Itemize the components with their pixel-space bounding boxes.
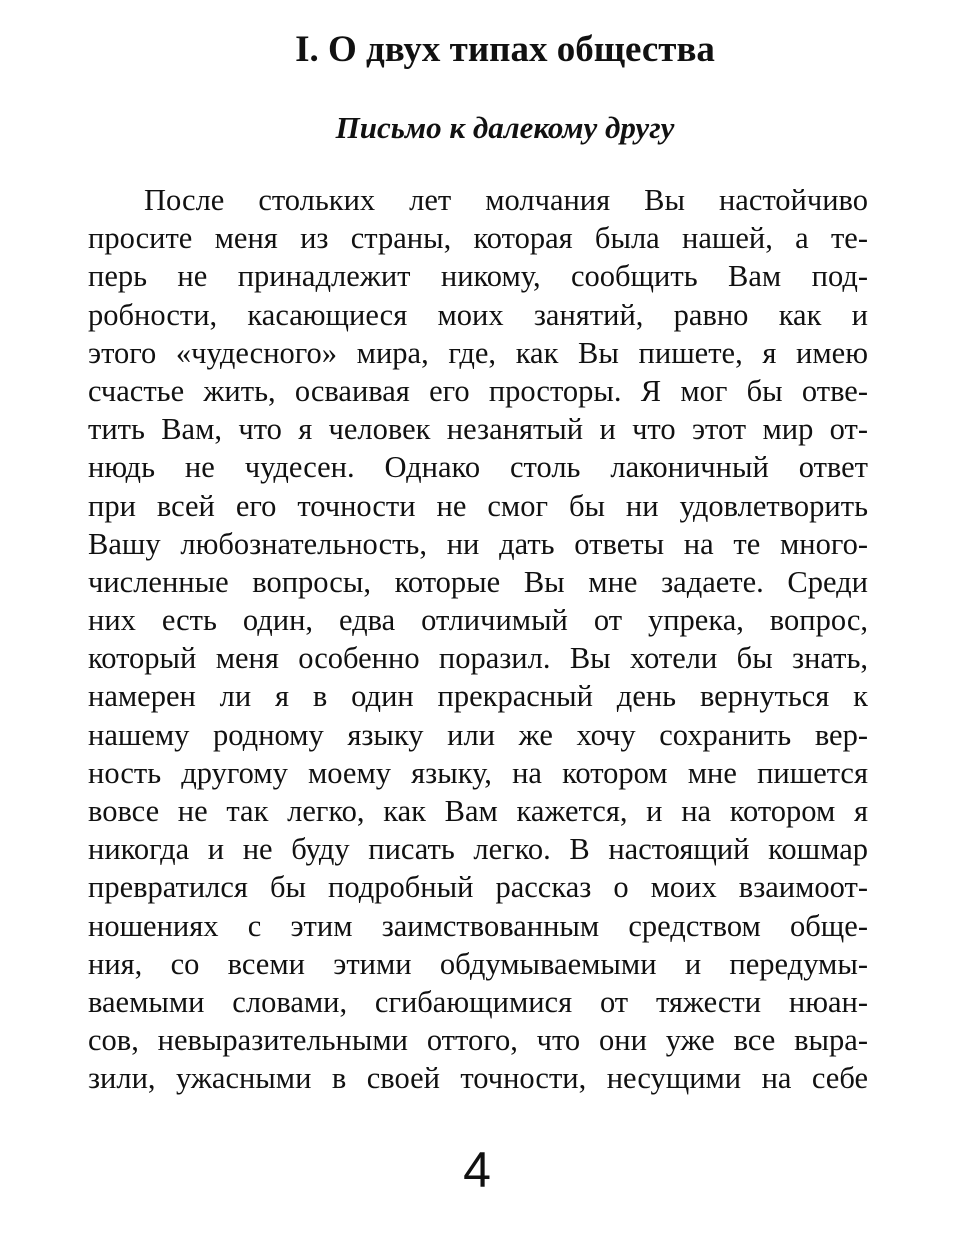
text-line: зили, ужасными в своей точности, несущими на себе — [88, 1061, 868, 1096]
text-line: просите меня из страны, которая была нашей, а те- — [88, 221, 868, 256]
text-line: Вашу любознательность, ни дать ответы на те много- — [88, 526, 868, 561]
text-line: намерен ли я в один прекрасный день вернуться к — [88, 679, 868, 714]
chapter-title: I. О двух типах общества — [295, 29, 715, 70]
text-line: них есть один, едва отличимый от упрека, вопрос, — [88, 603, 868, 638]
text-line: который меня особенно поразил. Вы хотели бы знать, — [88, 641, 868, 676]
text-line: нашему родному языку или же хочу сохранить вер- — [88, 717, 868, 752]
text-line: численные вопросы, которые Вы мне задаете. Среди — [88, 564, 868, 599]
text-line: сов, невыразительными оттого, что они уже все выра- — [88, 1023, 868, 1058]
text-line: счастье жить, осваивая его просторы. Я мог бы отве- — [88, 373, 868, 408]
text-line: превратился бы подробный рассказ о моих взаимоот- — [88, 870, 868, 905]
text-line: тить Вам, что я человек незанятый и что этот мир от- — [88, 412, 868, 447]
text-line: этого «чудесного» мира, где, как Вы пишете, я имею — [88, 335, 868, 370]
text-line: ность другому моему языку, на котором мне пишется — [88, 755, 868, 790]
text-line: робности, касающиеся моих занятий, равно как и — [88, 297, 868, 332]
text-line: После стольких лет молчания Вы настойчиво — [144, 183, 868, 217]
text-line: ния, со всеми этими обдумываемыми и передумы- — [88, 946, 868, 981]
page-number: 4 — [463, 1142, 491, 1198]
text-line: перь не принадлежит никому, сообщить Вам под- — [88, 259, 868, 294]
text-line: при всей его точности не смог бы ни удовлетворить — [88, 488, 868, 523]
body-text — [88, 181, 868, 1098]
text-line: вовсе не так легко, как Вам кажется, и на котором я — [88, 794, 868, 828]
chapter-subtitle: Письмо к далекому другу — [335, 110, 675, 145]
text-line: ношениях с этим заимствованным средством обще- — [88, 908, 868, 943]
text-line: никогда и не буду писать легко. В настоящий кошмар — [88, 832, 868, 867]
text-line: ваемыми словами, сгибающимися от тяжести нюан- — [88, 984, 868, 1019]
text-line: нюдь не чудесен. Однако столь лаконичный ответ — [88, 450, 868, 485]
